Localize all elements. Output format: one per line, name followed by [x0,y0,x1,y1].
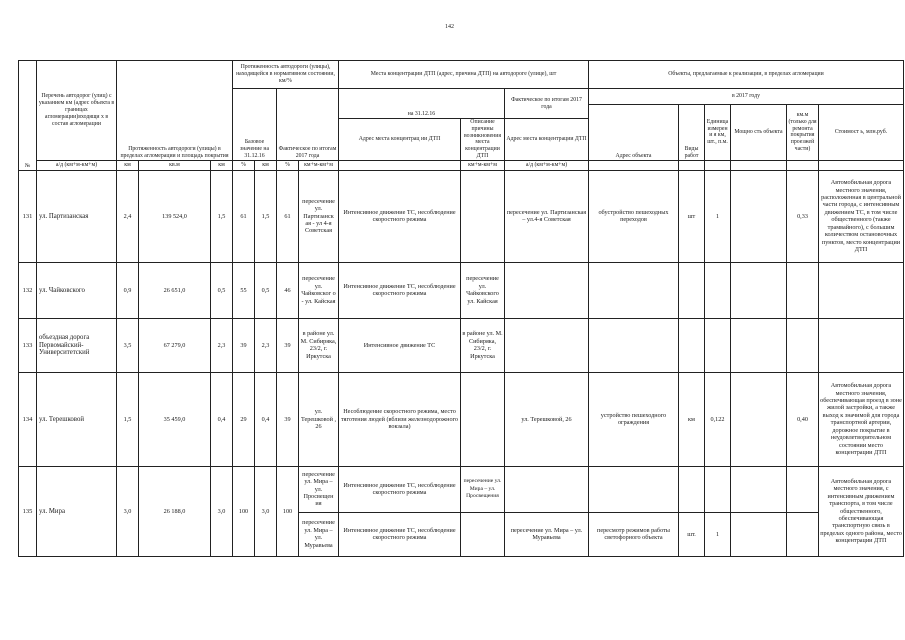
header-empty-4 [731,160,787,170]
table-row [19,466,904,512]
header-cost: Стоимост ь, млн.руб. [819,105,904,161]
note [819,318,904,372]
header-concentration: Места концентрации ДТП (адрес, причина ДТП) на автодороге (улице), шт [339,61,589,89]
unit [679,262,705,318]
power: 1 [705,170,731,262]
header-base: Базовое значение на 31.12.16 [233,89,277,161]
header-on-date: на 31.12.16 [339,89,505,119]
area-sqm: 139 524,0 [139,170,211,262]
note: Автомобильная дорога местного значения, обеспечивающая проезд в зоне жилой застройки, а также выход к значимой для города транспортной артерии, дорожное покрытие в неудовлетворительном состоянии место концентрации ДТП [819,372,904,466]
row-number: 134 [19,372,37,466]
work-type: устройство пешеходного ограждения [589,372,679,466]
header-actual-2017: Фактическое по итогам 2017 года [505,89,589,119]
length-km: 0,9 [117,262,139,318]
base-km: 1,5 [211,170,233,262]
power [705,318,731,372]
road-name: ул. Партизанская [37,170,117,262]
unit [679,318,705,372]
conc-address: ул. Терешковой , 26 [299,372,339,466]
unit [679,466,705,512]
power [705,262,731,318]
header-empty-cause [339,160,461,170]
header-cause: Описание причины возникновения места концентрации ДТП [461,119,505,161]
header-kvm: кв.м [139,160,211,170]
actual-pct: 46 [277,262,299,318]
table-row [19,372,904,466]
header-kmm2: км+м-км+м [461,160,505,170]
area-sqm: 26 651,0 [139,262,211,318]
base-km: 2,3 [211,318,233,372]
cause: Интенсивное движение ТС, несоблюдение скоростного режима [339,170,461,262]
base-pct: 100 [233,466,255,556]
length-km: 2,4 [117,170,139,262]
length-km: 3,5 [117,318,139,372]
header-empty-1 [589,160,679,170]
table-row [19,170,904,262]
repair [731,372,787,466]
unit: км [679,372,705,466]
cost: 0,33 [787,170,819,262]
header-pct2: % [277,160,299,170]
conc-address-2017: в районе ул. М. Сибиряка, 23/2, г. Иркутска [461,318,505,372]
conc-address: пересечение ул. Мира – ул. Муравьева [299,512,339,556]
area-sqm: 35 459,0 [139,372,211,466]
repair [731,262,787,318]
row-number: 132 [19,262,37,318]
object-address: пересечение ул. Партизанская – ул.4-я Советская [505,170,589,262]
header-ad2: а/д (км+м-км+м) [505,160,589,170]
power: 1 [705,512,731,556]
note: Автомобильная дорога местного значения, расположенная в центральной части города, с интенсивным движением ТС, в том числе общественного (также трамвайного), с большим количеством остановочных пунктов, место концентрации ДТП [819,170,904,262]
repair [731,466,787,512]
header-object-address: Адрес объекта [589,105,679,161]
base-pct: 39 [233,318,255,372]
actual-pct: 39 [277,318,299,372]
unit: шт [679,170,705,262]
object-address [505,262,589,318]
header-pct: % [233,160,255,170]
base-pct: 61 [233,170,255,262]
work-type [589,318,679,372]
header-ad: а/д (км+м-км+м) [37,160,117,170]
header-km2: км [211,160,233,170]
header-unit: Единица измерени я км, шт., п.м. [705,105,731,161]
base-km: 3,0 [211,466,233,556]
table-row [19,262,904,318]
conc-address-2017 [461,512,505,556]
actual-pct: 39 [277,372,299,466]
cause: Интенсивное движение ТС, несоблюдение скоростного режима [339,512,461,556]
conc-address: пересечение ул. Мира – ул. Просвещен ия [299,466,339,512]
work-type: пересмотр режимов работы светофорного объекта [589,512,679,556]
header-power: Мощно сть объекта [731,105,787,161]
conc-address-2017 [461,372,505,466]
header-kmm: км+м-км+м [299,160,339,170]
power [705,466,731,512]
conc-address-2017: пересечение ул. Мира – ул. Просвещения [461,466,505,512]
cost: 0,40 [787,372,819,466]
header-normative: Протяженность автодороги (улицы), находящейся в нормативном состоянии, км/% [233,61,339,89]
header-year: в 2017 году [589,89,904,105]
cause: Интенсивное движение ТС, несоблюдение скоростного режима [339,466,461,512]
base-pct: 29 [233,372,255,466]
actual-km: 0,5 [255,262,277,318]
conc-address: в районе ул. М. Сибиряка, 23/2, г. Иркутска [299,318,339,372]
row-number: 131 [19,170,37,262]
road-table [18,60,904,557]
road-name: ул. Мира [37,466,117,556]
cost [787,512,819,556]
table-row [19,318,904,372]
header-empty-2 [679,160,705,170]
header-km: км [117,160,139,170]
repair [731,512,787,556]
header-empty-5 [787,160,819,170]
header-repair: км.м (только для ремонта покрытия проезжей части) [787,105,819,161]
header-address-conc: Адрес места концентрац ии ДТП [339,119,461,161]
conc-address-2017 [461,170,505,262]
conc-address: пересечение ул. Партизанск ая - ул 4-я Советская [299,170,339,262]
header-km3: км [255,160,277,170]
header-address-conc2: Адрес места концентрации ДТП [505,119,589,161]
length-km: 1,5 [117,372,139,466]
header-empty-6 [819,160,904,170]
repair [731,170,787,262]
conc-address: пересечение ул. Чайковског о - ул. Кайская [299,262,339,318]
actual-pct: 61 [277,170,299,262]
work-type [589,466,679,512]
road-name: ул. Терешковой [37,372,117,466]
road-name: объездная дорога Первомайский-Университетский [37,318,117,372]
area-sqm: 26 188,0 [139,466,211,556]
area-sqm: 67 279,0 [139,318,211,372]
power: 0,122 [705,372,731,466]
base-km: 0,5 [211,262,233,318]
unit: шт. [679,512,705,556]
cost [787,466,819,512]
base-km: 0,4 [211,372,233,466]
actual-km: 0,4 [255,372,277,466]
note [819,262,904,318]
actual-km: 1,5 [255,170,277,262]
header-num: № [19,61,37,171]
base-pct: 55 [233,262,255,318]
cause: Несоблюдение скоростного режима, место тяготения людей (вблизи железнодорожного вокзала) [339,372,461,466]
actual-km: 2,3 [255,318,277,372]
object-address: ул. Терешковой, 26 [505,372,589,466]
road-name: ул. Чайковского [37,262,117,318]
header-objects: Объекты, предлагаемые к реализации, в пределах агломерации [589,61,904,89]
header-actual: Фактическое по итогам 2017 года [277,89,339,161]
header-work-types: Виды работ [679,105,705,161]
repair [731,318,787,372]
note: Автомобильная дорога местного значения, с интенсивным движением транспорта, в том числе общественного, обеспечивающая транспортную связь в пределах одного района, место концентрации ДТП [819,466,904,556]
length-km: 3,0 [117,466,139,556]
header-road-list: Перечень автодорог (улиц) с указанием км (адрес объекта в границах агломерации)входящи х в состав агломерации [37,61,117,161]
object-address: пересечение ул. Мира – ул. Муравьева [505,512,589,556]
cost [787,262,819,318]
header-length: Протяженность автодороги (улицы) в пределах агломерации и площадь покрытия [117,61,233,161]
object-address [505,466,589,512]
cost [787,318,819,372]
cause: Интенсивное движение ТС [339,318,461,372]
actual-pct: 100 [277,466,299,556]
conc-address-2017: пересечение ул. Чайковского ул. Кайская [461,262,505,318]
cause: Интенсивное движение ТС, несоблюдение скоростного режима [339,262,461,318]
row-number: 135 [19,466,37,556]
row-number: 133 [19,318,37,372]
object-address [505,318,589,372]
actual-km: 3,0 [255,466,277,556]
work-type [589,262,679,318]
work-type: обустройство пешеходных переходов [589,170,679,262]
page-number: 142 [445,24,454,30]
header-empty-3 [705,160,731,170]
